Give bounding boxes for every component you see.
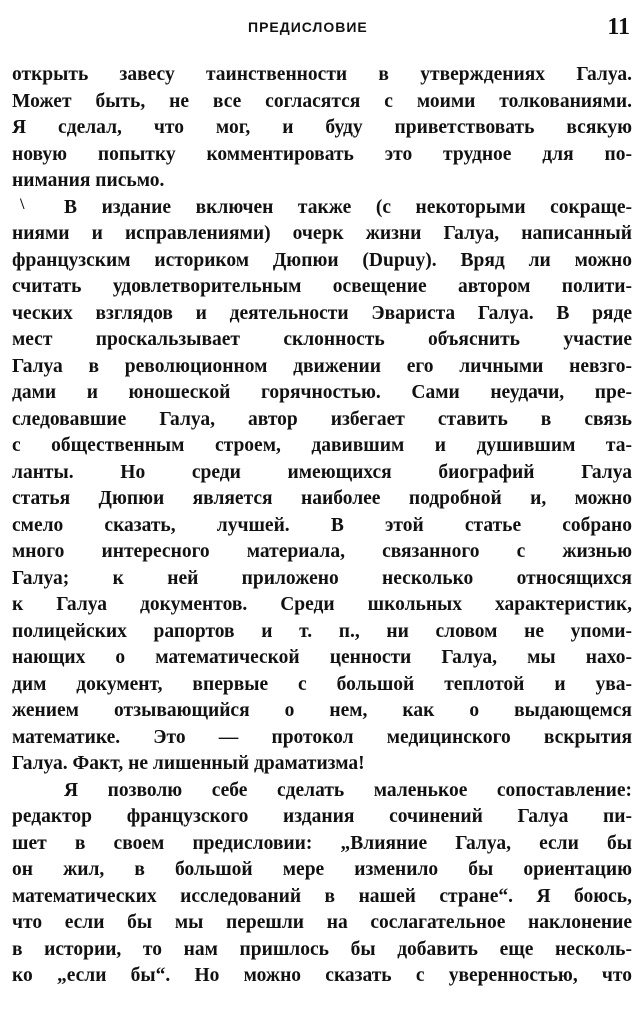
- text-line: ческих взглядов и деятельности Эвариста Галуа. В ряде: [12, 302, 632, 324]
- text-line: он жил, в большой мере изменило бы ориентацию: [12, 859, 632, 880]
- text-line: нимания письмо.: [12, 170, 165, 191]
- text-line: В издание включен также (с некоторыми сокраще-: [64, 196, 632, 218]
- text-line: редактор французского издания сочинений Галуа пи-: [12, 806, 632, 827]
- text-line: новую попытку комментировать это трудное для по-: [12, 143, 632, 165]
- text-line: французским историком Дюпюи (Dupuy). Вряд ли можно: [12, 249, 632, 271]
- body-text: [12, 62, 632, 990]
- text-line: в истории, то нам пришлось бы добавить еще несколь-: [12, 938, 632, 960]
- text-line: Я позволю себе сделать маленькое сопоставление:: [64, 779, 632, 801]
- page-number: 11: [607, 14, 630, 40]
- text-line: Я сделал, что мог, и буду приветствовать всякую: [12, 117, 632, 138]
- text-line: ко „если бы“. Но можно сказать с уверенностью, что: [12, 965, 632, 986]
- text-line: математике. Это — протокол медицинского вскрытия: [12, 726, 632, 748]
- text-line: мест проскальзывает склонность объяснить участие: [12, 329, 632, 350]
- stray-mark: \: [20, 196, 25, 213]
- text-line: полицейских рапортов и т. п., ни словом не упоми-: [12, 620, 632, 642]
- text-line: дим документ, впервые с большой теплотой и ува-: [12, 673, 632, 695]
- text-line: много интересного материала, связанного с жизнью: [12, 541, 632, 562]
- text-line: Может быть, не все согласятся с моими толкованиями.: [12, 90, 632, 112]
- text-line: математических исследований в нашей стране“. Я боюсь,: [12, 885, 632, 907]
- text-line: Галуа; к ней приложено несколько относящихся: [12, 567, 632, 589]
- text-line: считать удовлетворительным освещение автором полити-: [12, 276, 632, 297]
- text-line: открыть завесу таинственности в утверждениях Галуа.: [12, 64, 632, 85]
- text-line: дами и юношеской горячностью. Сами неудачи, пре-: [12, 382, 632, 403]
- text-line: что если бы мы перешли на сослагательное наклонение: [12, 912, 632, 933]
- text-line: статья Дюпюи является наиболее подробной и, можно: [12, 488, 632, 509]
- running-title: ПРЕДИСЛОВИЕ: [248, 19, 368, 35]
- text-line: с общественным строем, давившим и душившим та-: [12, 435, 632, 456]
- text-line: ниями и исправлениями) очерк жизни Галуа, написанный: [12, 223, 632, 244]
- running-head: [0, 14, 644, 44]
- text-line: Галуа в революционном движении его личными невзго-: [12, 355, 632, 377]
- text-line: следовавшие Галуа, автор избегает ставить в связь: [12, 408, 632, 430]
- text-line: к Галуа документов. Среди школьных характеристик,: [12, 594, 632, 615]
- text-line: ланты. Но среди имеющихся биографий Галуа: [12, 461, 632, 483]
- text-line: жением отзывающийся о нем, как о выдающемся: [12, 700, 632, 721]
- text-line: шет в своем предисловии: „Влияние Галуа, если бы: [12, 832, 632, 854]
- text-line: нающих о математической ценности Галуа, мы нахо-: [12, 647, 632, 668]
- text-line: смело сказать, лучшей. В этой статье собрано: [12, 514, 632, 536]
- text-line: Галуа. Факт, не лишенный драматизма!: [12, 753, 365, 774]
